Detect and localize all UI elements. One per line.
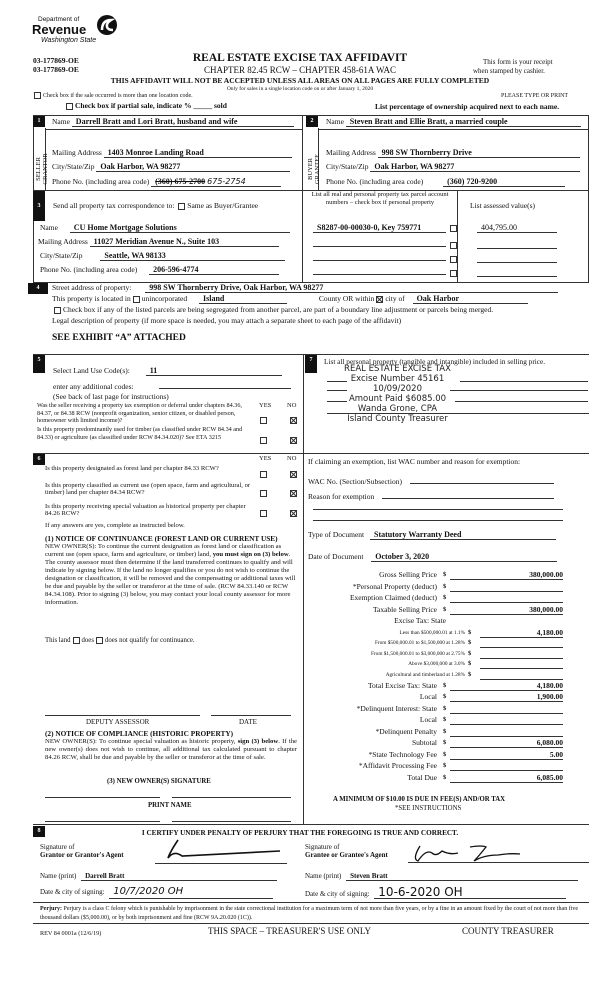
section-number: 6	[33, 454, 45, 465]
field-value: (360) 720-9200	[443, 177, 565, 187]
assessed-header: List assessed value(s)	[470, 201, 535, 210]
tax-row-label: Agricultural and timberland at 1.28%	[385, 671, 465, 678]
county-treasurer-label: COUNTY TREASURER	[462, 926, 554, 936]
timber-question: Is this property predominantly used for timber (as classified under RCW 84.34 and 84.33) or agriculture (as classified under RCW 84.34.020)? See ETA 3215	[37, 426, 243, 441]
same-as-buyer-checkbox[interactable]	[178, 203, 185, 210]
current-use-question: Is this property classified as current use (open space, farm and agricultural, or timber) land per chapter 84.34 RCW?	[45, 482, 251, 497]
parcel-row[interactable]	[313, 265, 459, 277]
field-value: 10/7/2020 OH	[109, 887, 273, 899]
wac-field[interactable]	[308, 474, 554, 486]
notice-continuance-text: NEW OWNER(S): To continue the current designation as forest land or classification as current use (open space, farm and agriculture, or timber) land, you must sign on (3) below. The county assessor must then determine if the land transferred continues to qualify and will indicate by signing below. If the land no longer qualifies or you do not wish to continue the designation or classification, it will be removed and the compensating or additional taxes will be due and payable by the seller or transferor at the time of sale. (RCW 84.33.140 or RCW 84.34.108). Prior to signing (3) below, you may contact your local county assessor for more information.	[45, 543, 296, 606]
multi-location-checkbox[interactable]	[32, 92, 193, 99]
deputy-assessor-line[interactable]	[45, 715, 200, 716]
tax-row-amount[interactable]	[480, 649, 563, 659]
tax-row-amount[interactable]: 1,900.00	[450, 692, 563, 702]
legal-description: SEE EXHIBIT “A” ATTACHED	[52, 333, 186, 343]
grantor-signature-label: Grantor or Grantor's Agent	[40, 851, 124, 859]
tax-row-amount[interactable]: 5.00	[450, 750, 563, 760]
forest-yes-checkbox[interactable]	[258, 465, 269, 483]
receipt-note: This form is your receipt	[483, 58, 553, 66]
tax-row-label: *Delinquent Interest: State	[356, 703, 437, 713]
forest-no-checkbox[interactable]	[288, 465, 299, 483]
q1-no-checkbox[interactable]	[288, 411, 299, 429]
yes-header: YES	[259, 402, 272, 409]
field-value: 206-596-4774	[149, 265, 279, 275]
tax-row-amount[interactable]	[450, 715, 563, 725]
single-location-note: Only for sales in a single location code on or after January 1, 2020	[226, 86, 374, 92]
tax-row-label: *State Technology Fee	[368, 749, 437, 759]
multi-location-label: Check box if the sale occurred is more than one location code.	[43, 92, 193, 99]
print-name-line[interactable]	[45, 821, 160, 822]
if-yes-note: If any answers are yes, complete as instructed below.	[45, 522, 185, 529]
perjury-notice: Perjury: Perjury is a class C felony which is punishable by imprisonment in the state correctional institution for a maximum term of not more than five years, or by a fine in an amount fixed by the court of not more than five thousand dollars ($5,000.00), or by both imprisonment and fine (RCW 9A.20.020 (1C)).	[40, 906, 579, 921]
logo-line: Washington State	[41, 37, 97, 44]
assessed-value: 404,795.00	[477, 223, 557, 233]
notice-compliance-title: (2) NOTICE OF COMPLIANCE (HISTORIC PROPERTY)	[45, 729, 234, 738]
tax-row-amount[interactable]	[450, 761, 563, 771]
seller-phone-field[interactable]	[52, 177, 281, 187]
tax-row-label: Total Due	[407, 772, 437, 782]
section-number: 5	[33, 355, 45, 373]
partial-sale-checkbox[interactable]	[64, 101, 227, 110]
field-label: City/State/Zip	[326, 162, 369, 171]
tax-row-label: Local	[419, 715, 437, 724]
grantor-signature	[160, 838, 285, 862]
form-title: REAL ESTATE EXCISE TAX AFFIDAVIT	[192, 52, 408, 64]
field-value: Darrell Bratt and Lori Bratt, husband and wife	[72, 117, 294, 127]
completion-warning: THIS AFFIDAVIT WILL NOT BE ACCEPTED UNLESS ALL AREAS ON ALL PAGES ARE FULLY COMPLETED	[110, 76, 490, 85]
field-value: Statutory Warranty Deed	[370, 530, 556, 540]
grantee-signature-label: Signature of	[305, 843, 340, 851]
field-value: 11	[146, 366, 282, 376]
parcel-row[interactable]	[313, 251, 459, 263]
parcel-number: S8287-00-00030-0, Key 759771	[313, 223, 446, 233]
field-label: Street address of property:	[52, 283, 132, 292]
currency-symbol: $	[468, 639, 472, 647]
currency-symbol: $	[443, 704, 447, 712]
field-label: Date & city of signing:	[305, 890, 370, 898]
document-date-field[interactable]	[308, 552, 557, 562]
currency-symbol: $	[443, 594, 447, 601]
historical-no-checkbox[interactable]	[288, 504, 299, 522]
grantee-signature-label: Grantee or Grantee's Agent	[305, 851, 388, 859]
currency-symbol: $	[468, 628, 472, 636]
section-number: 1	[33, 116, 45, 127]
tax-row-amount[interactable]	[450, 727, 563, 737]
field-label: Mailing Address	[38, 237, 88, 246]
field-label: Phone No. (including area code)	[326, 177, 424, 186]
forest-land-question: Is this property designated as forest land per chapter 84.33 RCW?	[45, 465, 219, 472]
new-owner-signature-label: (3) NEW OWNER(S) SIGNATURE	[107, 778, 211, 785]
tax-row-amount[interactable]: 6,085.00	[450, 773, 563, 783]
type-print-note: PLEASE TYPE OR PRINT	[501, 93, 569, 99]
field-label: Reason for exemption	[308, 492, 375, 501]
field-value: 10-6-2020 OH	[374, 887, 566, 899]
tax-row-label: *Delinquent Penalty	[375, 726, 437, 736]
parcel-row[interactable]	[313, 237, 459, 249]
ownership-note: List percentage of ownership acquired next to each name.	[375, 102, 560, 111]
field-label: enter any additional codes:	[53, 382, 134, 391]
section-number: 7	[305, 355, 317, 373]
signature-line[interactable]	[45, 797, 160, 798]
field-label: Phone No. (including area code)	[40, 265, 138, 274]
tax-row-amount[interactable]	[480, 659, 563, 669]
within-city-checkbox[interactable]	[376, 296, 383, 303]
property-street-field[interactable]	[52, 283, 558, 293]
segregated-label: Check box if any of the listed parcels are being segregated from another parcel, are part of a boundary line adjustment or parcels being merged.	[63, 305, 494, 314]
tax-row-label: Taxable Selling Price	[372, 604, 437, 614]
field-label: City/State/Zip	[40, 251, 83, 260]
form-revision: REV 84 0001a (12/6/19)	[40, 930, 102, 937]
dor-swirl-icon	[96, 14, 118, 36]
correspondence-city-field[interactable]	[40, 251, 285, 261]
print-name-label: PRINT NAME	[148, 802, 192, 809]
does-not-checkbox[interactable]	[96, 637, 103, 644]
legal-description-label: Legal description of property (if more space is needed, you may attach a separate sheet to each page of the affidavit)	[52, 316, 402, 325]
parcel-row[interactable]	[313, 223, 459, 233]
historical-yes-checkbox[interactable]	[258, 504, 269, 522]
field-label: Date & city of signing:	[40, 888, 105, 896]
tax-row-label: Exemption Claimed (deduct)	[349, 593, 437, 602]
correspondence-phone-field[interactable]	[40, 265, 279, 275]
grantee-signature	[410, 843, 525, 863]
seller-city-field[interactable]	[52, 162, 290, 172]
field-label: Name	[326, 117, 344, 126]
field-label: Name (print)	[40, 872, 77, 880]
field-value: Oak Harbor, WA 98277	[96, 162, 290, 172]
see-instructions-note: *SEE INSTRUCTIONS	[395, 805, 462, 812]
tax-row-label: Less than $500,000.01 at 1.1%	[399, 629, 465, 636]
exemption-reason-field[interactable]	[308, 489, 554, 501]
tax-row-label: Total Excise Tax: State	[367, 680, 437, 690]
tax-row-label: Gross Selling Price	[379, 570, 437, 579]
tax-row-amount[interactable]	[480, 670, 563, 680]
field-value: Steven Bratt and Ellie Bratt, a married couple	[346, 117, 581, 127]
form-id: 03-177869-OE	[33, 65, 79, 74]
field-value: 998 SW Thornberry Drive, Oak Harbor, WA 98277	[145, 283, 558, 293]
currency-symbol: $	[443, 739, 447, 746]
treasurer-use-label: THIS SPACE – TREASURER'S USE ONLY	[208, 926, 372, 936]
logo-line: Department of	[38, 16, 80, 23]
tax-exemption-question: Was the seller receiving a property tax exemption or deferral under chapters 84.36, 84.37, or 84.38 RCW (nonprofit organization, senior citizen, or disabled person, homeowner with limited income)?	[37, 402, 242, 425]
tax-row-amount[interactable]	[450, 593, 563, 603]
receipt-note: when stamped by cashier.	[473, 67, 545, 75]
field-label: Select Land Use Code(s):	[53, 366, 130, 375]
date-label: DATE	[239, 718, 257, 726]
partial-sale-label: Check box if partial sale, indicate % _____ sold	[75, 101, 227, 110]
notice-compliance-text: NEW OWNER(S): To continue special valuation as historic property, sign (3) below. If the new owner(s) does not wish to continue, all additional tax calculated pursuant to chapter 84.26 RCW, shall be due and payable by the seller or transferor at the time of sale.	[45, 738, 298, 761]
county-value: Island	[199, 294, 287, 304]
field-value: Darrell Bratt	[81, 871, 277, 881]
field-label: WAC No. (Section/Subsection)	[308, 477, 402, 486]
section-number: 3	[33, 191, 45, 221]
field-label: Mailing Address	[52, 148, 102, 157]
field-value: CU Home Mortgage Solutions	[70, 223, 290, 233]
currency-symbol: $	[443, 773, 447, 781]
buyer-name-field[interactable]	[326, 117, 581, 127]
dor-logo	[32, 14, 122, 48]
segregated-checkbox[interactable]	[52, 305, 493, 314]
exemption-label: If claiming an exemption, list WAC number and reason for exemption:	[308, 457, 521, 466]
unincorporated-checkbox[interactable]	[133, 296, 140, 303]
tax-row-amount[interactable]: 380,000.00	[450, 570, 563, 580]
tax-row-label: Subtotal	[411, 738, 437, 747]
no-header: NO	[287, 402, 297, 409]
section-number: 8	[33, 826, 45, 837]
field-label: Mailing Address	[326, 148, 376, 157]
personal-property-checkbox[interactable]	[450, 225, 457, 232]
currency-symbol: $	[443, 762, 447, 769]
certification-statement: I CERTIFY UNDER PENALTY OF PERJURY THAT THE FOREGOING IS TRUE AND CORRECT.	[141, 829, 459, 837]
notice-continuance-title: (1) NOTICE OF CONTINUANCE (FOREST LAND OR CURRENT USE)	[45, 534, 278, 543]
currency-symbol: $	[443, 727, 447, 735]
grantee-date-field[interactable]	[305, 887, 566, 899]
section-number: 4	[28, 283, 48, 294]
grantee-name-field[interactable]	[305, 871, 578, 881]
parcel-header: List all real and personal property tax parcel account numbers – check box if personal property	[311, 191, 449, 206]
buyer-city-field[interactable]	[326, 162, 580, 172]
does-checkbox[interactable]	[73, 637, 80, 644]
tax-row-label: Above $3,000,000 at 3.0%	[408, 661, 465, 668]
tax-row-label: *Affidavit Processing Fee	[358, 761, 437, 770]
currency-symbol: $	[443, 681, 447, 689]
currency-symbol: $	[443, 693, 447, 700]
buyer-side-label: BUYER GRANTEE	[307, 153, 321, 185]
tax-row-amount[interactable]	[480, 638, 563, 648]
minimum-fee-note: A MINIMUM OF $10.00 IS DUE IN FEE(S) AND/OR TAX	[333, 796, 506, 803]
section-number: 2	[306, 116, 318, 127]
tax-row-amount[interactable]	[450, 582, 563, 592]
tax-row-label: From $500,000.01 to $1,500,000 at 1.28%	[374, 640, 465, 647]
field-value: 998 SW Thornberry Drive	[378, 148, 580, 158]
q2-yes-checkbox[interactable]	[258, 431, 269, 449]
form-id: 03-177869-OE	[33, 56, 79, 65]
field-label: City/State/Zip	[52, 162, 95, 171]
treasurer-stamp: REAL ESTATE EXCISE TAX Excise Number 45161 10/09/2020 Amount Paid $6085.00 Wanda Grone, CPA Island County Treasurer	[344, 364, 451, 424]
correspondence-name-field[interactable]	[40, 223, 290, 233]
assessor-date-line[interactable]	[211, 715, 291, 716]
print-name-line[interactable]	[172, 821, 291, 822]
currency-symbol: $	[468, 649, 472, 657]
q2-no-checkbox[interactable]	[288, 431, 299, 449]
current-use-yes-checkbox[interactable]	[258, 484, 269, 502]
current-use-no-checkbox[interactable]	[288, 484, 299, 502]
grantor-name-field[interactable]	[40, 871, 277, 881]
historical-question: Is this property receiving special valuation as historical property per chapter 84.26 RCW?	[45, 503, 246, 518]
currency-symbol: $	[443, 605, 447, 613]
divider	[302, 115, 303, 283]
tax-row-amount[interactable]: 380,000.00	[450, 605, 563, 615]
no-header: NO	[287, 455, 297, 462]
logo-line: Revenue	[32, 22, 87, 37]
field-label: Name (print)	[305, 872, 342, 880]
property-location-field[interactable]: This property is located in unincorporated Island County OR within city of Oak Harbor	[52, 294, 528, 304]
seller-name-field[interactable]	[52, 117, 294, 127]
field-label: Type of Document	[308, 530, 365, 539]
form-subtitle: CHAPTER 82.45 RCW – CHAPTER 458-61A WAC	[204, 65, 396, 75]
tax-row-amount[interactable]: 4,180.00	[480, 628, 563, 638]
correspondence-mailing-field[interactable]	[38, 237, 279, 247]
document-type-field[interactable]	[308, 530, 556, 540]
field-label: Date of Document	[308, 552, 364, 561]
field-value: 11027 Meridian Avenue N., Suite 103	[90, 237, 279, 247]
seller-side-label: SELLER GRANTOR	[35, 153, 49, 185]
currency-symbol: $	[468, 670, 472, 678]
land-use-field[interactable]	[53, 366, 282, 376]
tax-row-label: Local	[419, 692, 437, 701]
currency-symbol: $	[468, 660, 472, 668]
personal-property-label: List all personal property (tangible and intangible) included in selling price.	[324, 357, 546, 366]
currency-symbol: $	[443, 750, 447, 758]
grantor-signature-label: Signature of	[40, 843, 75, 851]
deputy-assessor-label: DEPUTY ASSESSOR	[86, 718, 150, 726]
correspondence-label: Send all property tax correspondence to: Same as Buyer/Grantee	[53, 201, 259, 210]
tax-row-label: Excise Tax: State	[394, 616, 446, 625]
buyer-phone-field[interactable]	[326, 177, 565, 187]
field-label: Phone No. (including area code)	[52, 177, 150, 186]
field-value: October 3, 2020	[371, 552, 557, 562]
currency-symbol: $	[443, 582, 447, 590]
see-back-note: (See back of last page for instructions)	[53, 392, 169, 401]
tax-row-amount[interactable]: 4,180.00	[450, 681, 563, 691]
continuance-qualification: This land does does not qualify for continuance.	[45, 637, 195, 645]
field-value: 1403 Monroe Landing Road	[104, 148, 292, 158]
grantor-date-field[interactable]	[40, 887, 273, 899]
tax-row-amount[interactable]	[450, 704, 563, 714]
tax-row-amount[interactable]: 6,080.00	[450, 738, 563, 748]
yes-header: YES	[259, 455, 272, 462]
city-value: Oak Harbor	[413, 294, 528, 304]
field-value: Steven Bratt	[346, 871, 578, 881]
additional-codes-field[interactable]	[53, 379, 291, 391]
field-label: Name	[40, 223, 58, 232]
q1-yes-checkbox[interactable]	[258, 411, 269, 429]
field-value: Seattle, WA 98133	[100, 251, 285, 261]
currency-symbol: $	[443, 571, 447, 578]
tax-row-label: From $1,500,000.01 to $3,000,000 at 2.75%	[370, 650, 465, 657]
field-value: Oak Harbor, WA 98277	[370, 162, 580, 172]
field-value: (360) 675-2700	[155, 177, 206, 186]
buyer-mailing-field[interactable]	[326, 148, 580, 158]
signature-line[interactable]	[172, 797, 291, 798]
field-label: Name	[52, 117, 70, 126]
grantor-signature-line[interactable]	[155, 863, 287, 864]
currency-symbol: $	[443, 716, 447, 723]
tax-row-label: *Personal Property (deduct)	[352, 581, 437, 591]
seller-mailing-field[interactable]	[52, 148, 292, 158]
handwritten-phone: 675-2754	[207, 177, 246, 186]
